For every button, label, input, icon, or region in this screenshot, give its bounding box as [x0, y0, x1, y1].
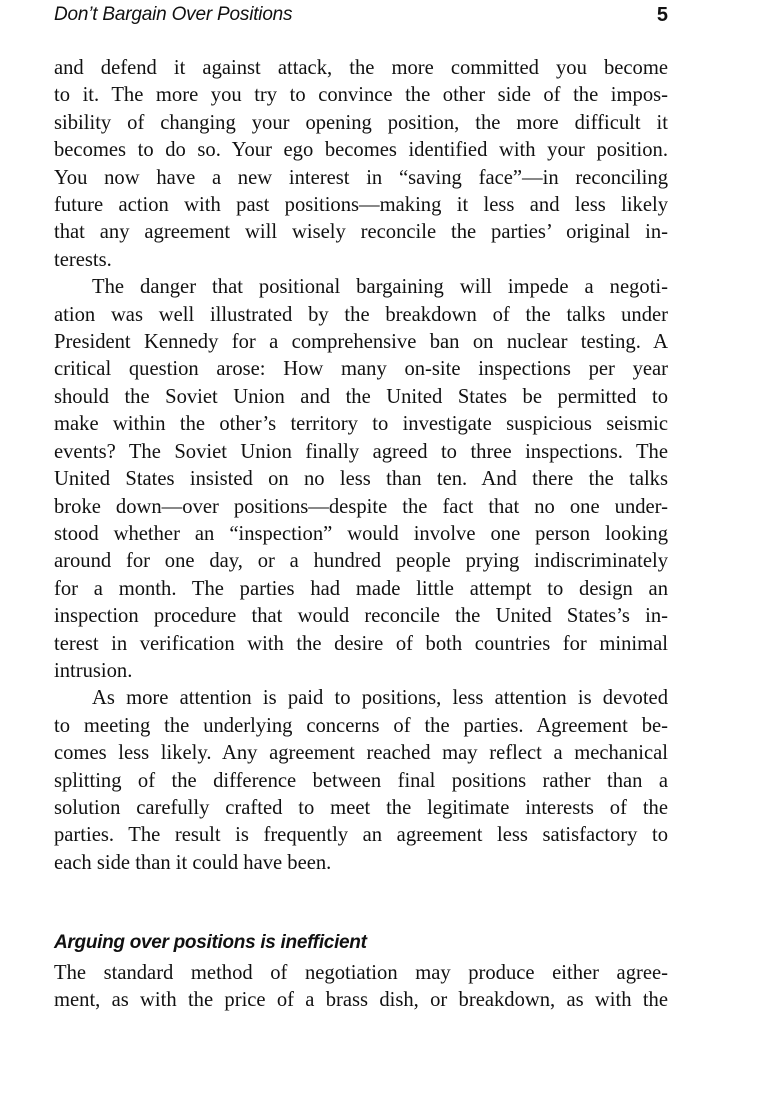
text-line: inspection procedure that would reconcile the United States’s in-	[54, 605, 668, 628]
body-text	[54, 55, 668, 877]
running-head	[54, 4, 668, 30]
paragraph-2	[54, 274, 668, 685]
text-line: sibility of changing your opening position, the more difficult it	[54, 111, 668, 134]
text-line: You now have a new interest in “saving face”—in reconciling	[54, 166, 668, 189]
text-line: solution carefully crafted to meet the legitimate interests of the	[54, 796, 668, 819]
text-line: make within the other’s territory to investigate suspicious seismic	[54, 413, 668, 436]
text-line: each side than it could have been.	[54, 851, 332, 874]
text-line: ation was well illustrated by the breakdown of the talks under	[54, 303, 668, 326]
text-line: splitting of the difference between final positions rather than a	[54, 769, 668, 792]
text-line: becomes to do so. Your ego becomes identified with your position.	[54, 139, 668, 162]
text-line: terests.	[54, 248, 112, 271]
text-line: critical question arose: How many on-site inspections per year	[54, 358, 668, 381]
text-line: around for one day, or a hundred people prying indiscriminately	[54, 550, 668, 573]
text-line: should the Soviet Union and the United States be permitted to	[54, 385, 668, 408]
text-line: to it. The more you try to convince the other side of the impos-	[54, 84, 668, 107]
text-line: intrusion.	[54, 659, 133, 682]
text-line: As more attention is paid to positions, less attention is devoted	[92, 687, 668, 710]
text-line: and defend it against attack, the more committed you become	[54, 57, 668, 79]
text-line: President Kennedy for a comprehensive ban on nuclear testing. A	[54, 331, 668, 354]
text-line: to meeting the underlying concerns of the parties. Agreement be-	[54, 714, 668, 737]
text-line: future action with past positions—making it less and less likely	[54, 194, 668, 217]
text-line: for a month. The parties had made little attempt to design an	[54, 577, 668, 600]
text-line: broke down—over positions—despite the fact that no one under-	[54, 495, 668, 518]
paragraph-1	[54, 55, 668, 274]
text-line: comes less likely. Any agreement reached may reflect a mechanical	[54, 742, 668, 765]
text-line: The danger that positional bargaining will impede a negoti-	[92, 276, 668, 299]
running-title: Don’t Bargain Over Positions	[54, 4, 293, 25]
text-line: ment, as with the price of a brass dish, or breakdown, as with the	[54, 989, 668, 1012]
page-number: 5	[656, 4, 668, 26]
text-line: events? The Soviet Union finally agreed to three inspections. The	[54, 440, 668, 463]
text-line: stood whether an “inspection” would involve one person looking	[54, 522, 668, 545]
text-line: that any agreement will wisely reconcile the parties’ original in-	[54, 221, 668, 244]
text-line: United States insisted on no less than ten. And there the talks	[54, 468, 668, 491]
paragraph-3	[54, 685, 668, 877]
text-line: The standard method of negotiation may produce either agree-	[54, 962, 668, 984]
section-text	[54, 960, 668, 1015]
section-heading: Arguing over positions is inefficient	[54, 932, 367, 953]
text-line: terest in verification with the desire of both countries for minimal	[54, 632, 668, 655]
text-line: parties. The result is frequently an agreement less satisfactory to	[54, 824, 668, 847]
